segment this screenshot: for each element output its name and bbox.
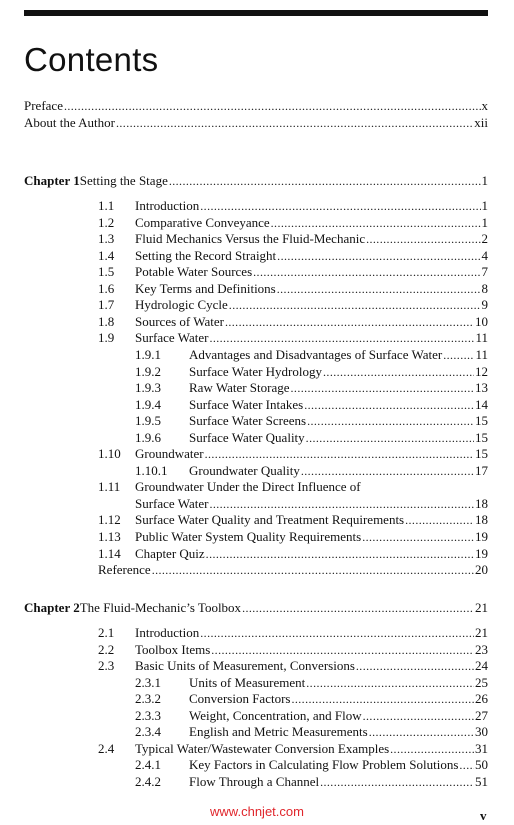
section-entry [24,496,488,512]
entry-page: 30 [475,724,488,740]
subsection-entry [24,757,488,773]
entry-number: 2.3.4 [135,724,161,740]
entry-number: 1.9.3 [135,380,161,396]
dot-leader [225,314,474,330]
section-entry [24,479,488,495]
entry-number: 1.3 [98,231,115,247]
entry-number: 1.14 [98,545,121,561]
entry-page: 8 [481,280,488,296]
entry-number: 1.5 [98,264,115,280]
dot-leader [277,281,481,297]
section-entry [24,529,488,545]
entry-title: Reference [98,562,151,578]
dot-leader [369,724,474,740]
entry-title: Basic Units of Measurement, Conversions [135,658,355,674]
entry-page: 12 [475,363,488,379]
entry-page: 14 [475,396,488,412]
section-entry [24,330,488,346]
subsection-entry [24,380,488,396]
entry-title: Comparative Conveyance [135,214,270,230]
chapter-label: Chapter 2 [24,600,80,615]
dot-leader [64,98,481,114]
entry-page: 2 [481,231,488,247]
dot-leader [169,173,481,189]
chapter-entry [24,173,488,189]
entry-page: 1 [481,198,488,213]
entry-page: 24 [475,658,488,674]
entry-number: 1.1 [98,198,115,213]
entry-page: 27 [475,707,488,723]
entry-title: Surface Water [135,495,209,511]
subsection-entry [24,347,488,363]
entry-title: Units of Measurement [189,674,306,690]
front-matter-entry [24,115,488,131]
section-entry [24,546,488,562]
dot-leader [209,496,474,512]
entry-page: 10 [475,313,488,329]
entry-page: 15 [475,446,488,462]
entry-page: x [481,98,488,113]
page-number: v [480,808,487,823]
dot-leader [362,529,474,545]
entry-page: 13 [475,380,488,396]
entry-page: 11 [475,330,488,346]
dot-leader [116,115,473,131]
entry-title: Advantages and Disadvantages of Surface Water [189,346,443,362]
top-rule [24,10,488,16]
reference-entry [24,562,488,578]
entry-number: 1.7 [98,297,115,313]
dot-leader [291,380,474,396]
entry-number: 1.9.6 [135,429,161,445]
entry-number: 2.3 [98,658,115,674]
dot-leader [307,413,474,429]
section-entry [24,297,488,313]
section-entry [24,512,488,528]
entry-title: Surface Water Quality and Treatment Requirements [135,512,405,528]
dot-leader [366,231,480,247]
entry-page: 31 [475,740,488,756]
entry-number: 2.3.1 [135,674,161,690]
subsection-entry [24,675,488,691]
entry-page: 25 [475,674,488,690]
entry-page: 51 [475,773,488,789]
entry-title: Conversion Factors [189,691,291,707]
entry-page: 11 [475,346,488,362]
entry-number: 2.4 [98,740,115,756]
subsection-entry [24,413,488,429]
dot-leader [200,198,480,214]
entry-title: Groundwater [135,446,204,462]
entry-title: Public Water System Quality Requirements [135,529,362,544]
entry-number: 2.3.3 [135,707,161,723]
dot-leader [459,757,474,773]
entry-number: 1.8 [98,313,115,329]
entry-number: 1.10 [98,446,121,462]
dot-leader [229,297,481,313]
dot-leader [291,691,474,707]
entry-page: 15 [475,429,488,445]
dot-leader [356,658,474,674]
dot-leader [242,600,474,616]
dot-leader [390,741,474,757]
chapter-label: Chapter 1 [24,173,80,188]
entry-title: Setting the Stage [79,173,168,188]
entry-title: Potable Water Sources [135,264,253,280]
dot-leader [152,562,474,578]
entry-page: 20 [475,562,488,578]
entry-number: 1.9.1 [135,346,161,362]
entry-number: 2.4.2 [135,773,161,789]
entry-title: Key Terms and Definitions [135,280,276,296]
entry-page: 19 [475,529,488,544]
dot-leader [253,264,480,280]
dot-leader [306,675,474,691]
entry-title: Preface [24,98,63,113]
entry-title: Weight, Concentration, and Flow [189,707,362,723]
entry-number: 2.4.1 [135,757,161,773]
front-matter-entry [24,98,488,114]
entry-number: 1.11 [98,479,121,495]
entry-page: 26 [475,691,488,707]
entry-number: 1.13 [98,529,121,544]
subsection-entry [24,463,488,479]
dot-leader [363,708,474,724]
entry-title: Raw Water Storage [189,380,290,396]
dot-leader [277,248,480,264]
entry-number: 1.6 [98,280,115,296]
entry-title: Setting the Record Straight [135,247,277,263]
entry-number: 2.1 [98,625,115,640]
entry-title: Toolbox Items [135,641,211,657]
dot-leader [200,625,474,641]
entry-page: 1 [481,214,488,230]
entry-page: 23 [475,641,488,657]
entry-title: About the Author [24,114,115,130]
entry-page: xii [474,114,488,130]
entry-title: English and Metric Measurements [189,724,368,740]
dot-leader [323,364,474,380]
entry-number: 1.12 [98,512,121,528]
entry-title: Introduction [135,625,200,640]
dot-leader [443,347,474,363]
entry-number: 1.9.4 [135,396,161,412]
section-entry [24,248,488,264]
entry-title: Fluid Mechanics Versus the Fluid-Mechanic [135,231,366,247]
section-entry [24,625,488,641]
entry-page: 7 [481,264,488,280]
section-entry [24,642,488,658]
entry-page: 4 [481,247,488,263]
section-entry [24,314,488,330]
entry-number: 1.9 [98,330,115,346]
entry-number: 1.4 [98,247,115,263]
entry-title: Chapter Quiz [135,545,205,561]
dot-leader [301,463,474,479]
section-entry [24,215,488,231]
entry-page: 18 [475,512,488,528]
entry-page: 21 [475,600,488,615]
dot-leader [320,774,474,790]
entry-page: 50 [475,757,488,773]
entry-title: Surface Water Intakes [189,396,304,412]
dot-leader [405,512,474,528]
dot-leader [209,330,474,346]
subsection-entry [24,430,488,446]
dot-leader [211,642,474,658]
entry-page: 17 [475,462,488,478]
section-entry [24,446,488,462]
page-title: Contents [24,41,159,78]
subsection-entry [24,774,488,790]
subsection-entry [24,397,488,413]
entry-number: 1.9.2 [135,363,161,379]
dot-leader [206,546,474,562]
entry-page: 19 [475,545,488,561]
subsection-entry [24,691,488,707]
dot-leader [271,215,481,231]
entry-title: The Fluid-Mechanic’s Toolbox [79,600,242,615]
entry-number: 2.2 [98,641,115,657]
entry-title: Typical Water/Wastewater Conversion Examples [135,740,390,756]
entry-number: 1.10.1 [135,462,168,478]
entry-title: Sources of Water [135,313,224,329]
chapter-entry [24,600,488,616]
entry-title: Key Factors in Calculating Flow Problem Solutions [189,757,459,773]
entry-page: 9 [481,297,488,313]
entry-number: 1.9.5 [135,413,161,429]
entry-title: Hydrologic Cycle [135,297,228,313]
dot-leader [205,446,474,462]
section-entry [24,741,488,757]
entry-page: 15 [475,413,488,429]
entry-title: Groundwater Quality [189,462,300,478]
entry-title: Surface Water Quality [189,429,305,445]
entry-page: 18 [475,495,488,511]
entry-number: 1.2 [98,214,115,230]
entry-title: Flow Through a Channel [189,773,320,789]
entry-number: 2.3.2 [135,691,161,707]
subsection-entry [24,364,488,380]
section-entry [24,231,488,247]
section-entry [24,198,488,214]
section-entry [24,658,488,674]
watermark-url: www.chnjet.com [210,804,304,819]
section-entry [24,281,488,297]
subsection-entry [24,708,488,724]
subsection-entry [24,724,488,740]
entry-page: 21 [475,625,488,640]
section-entry [24,264,488,280]
entry-title: Surface Water Hydrology [189,363,323,379]
dot-leader [304,397,474,413]
entry-title: Introduction [135,198,200,213]
dot-leader [306,430,474,446]
entry-title: Surface Water Screens [189,413,307,429]
entry-title: Groundwater Under the Direct Influence of [135,479,361,495]
entry-title: Surface Water [135,330,209,346]
entry-page: 1 [481,173,488,188]
